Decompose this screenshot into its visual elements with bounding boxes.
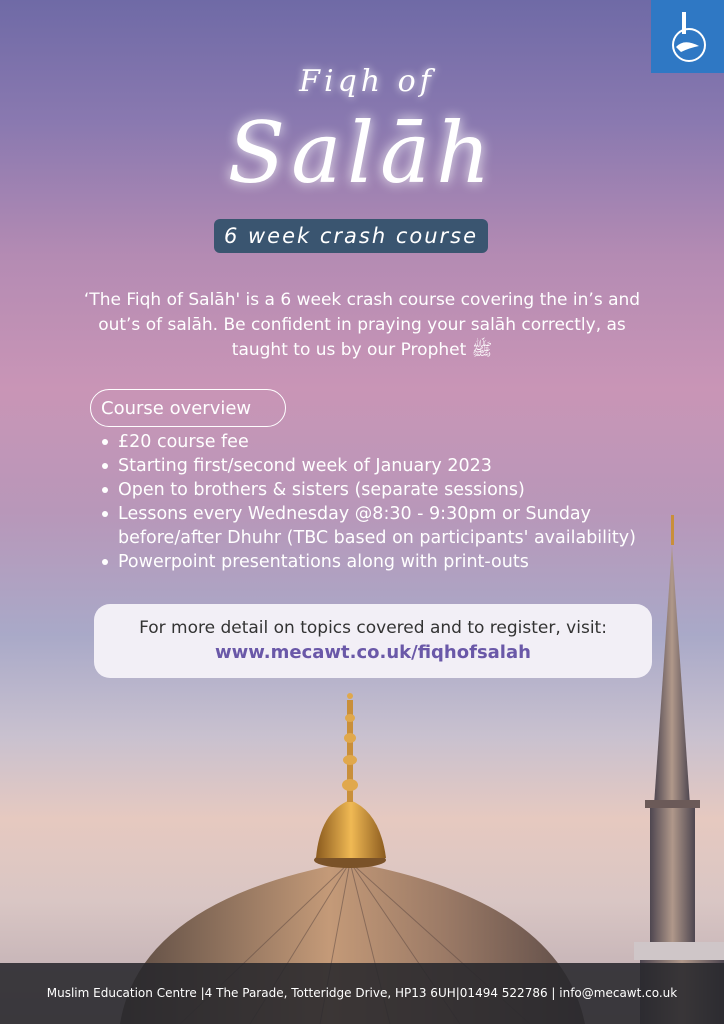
course-overview-label: Course overview [90,389,286,427]
register-link[interactable]: www.mecawt.co.uk/fiqhofsalah [215,642,531,663]
list-item: £20 course fee [100,430,700,454]
register-text: For more detail on topics covered and to register, visit: [139,618,607,638]
list-item: Powerpoint presentations along with print-outs [100,550,700,574]
intro-paragraph: ‘The Fiqh of Salāh' is a 6 week crash course covering the in’s and out’s of salāh. Be confident in praying your salāh correctly, as taught to us by our Prophet ﷺ [83,290,641,360]
list-item: Lessons every Wednesday @8:30 - 9:30pm or Sunday before/after Dhuhr (TBC based on participants' availability) [100,502,700,550]
course-duration-badge: 6 week crash course [214,219,488,253]
mosque-logo-icon [651,0,724,73]
register-callout [94,604,652,678]
course-overview-list [100,430,700,574]
list-item: Starting first/second week of January 2023 [100,454,700,478]
footer-contact: Muslim Education Centre |4 The Parade, Totteridge Drive, HP13 6UH|01494 522786 | info@mecawt.co.uk [0,963,724,1024]
title-small: Fiqh of [299,64,435,99]
page-title: Salāh [227,104,497,202]
list-item: Open to brothers & sisters (separate sessions) [100,478,700,502]
